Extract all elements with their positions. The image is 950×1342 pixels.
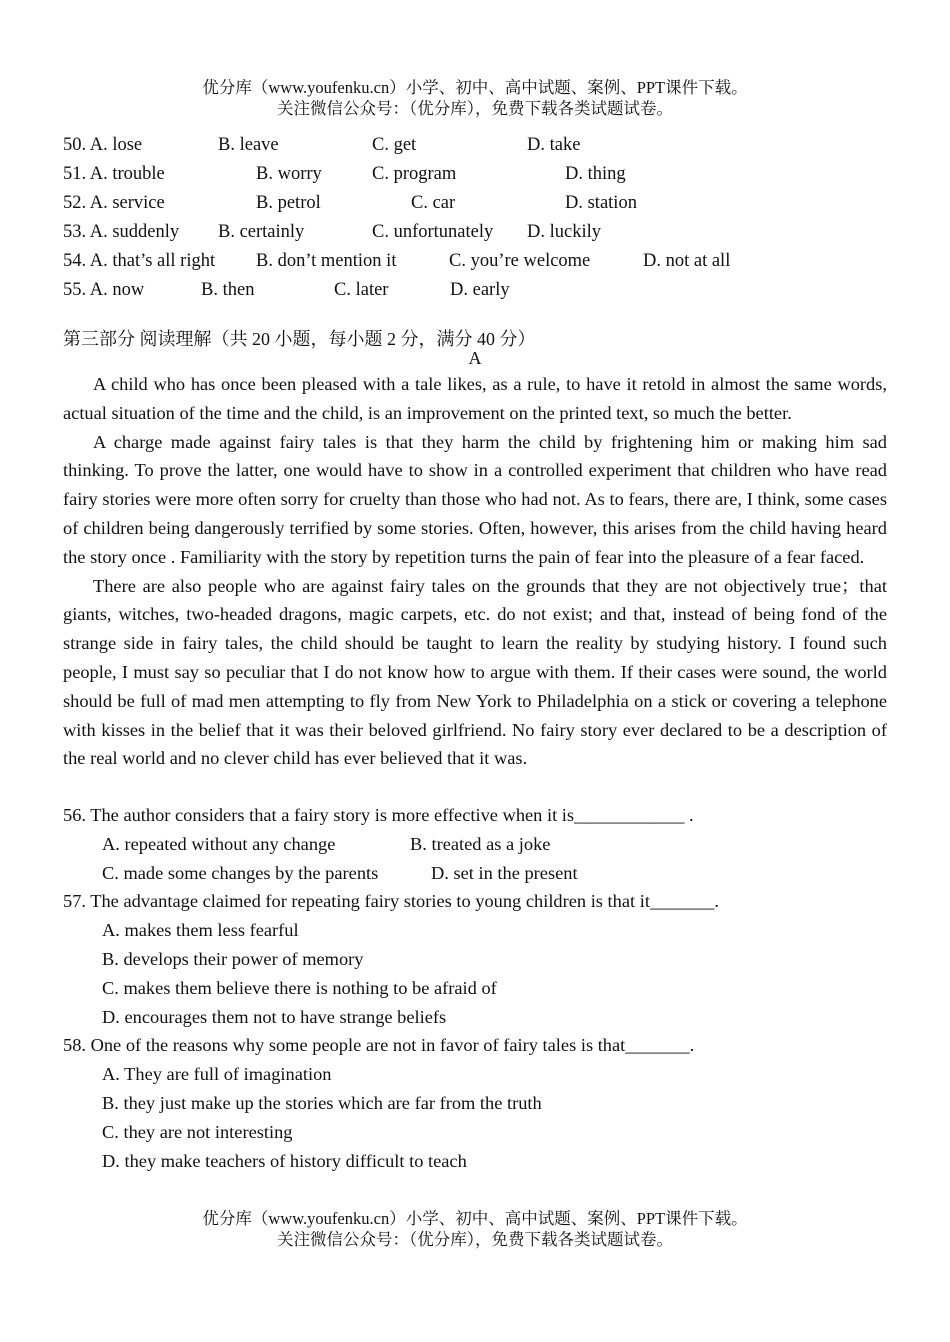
passage-paragraph: A charge made against fairy tales is that they harm the child by frightening him or making him sad thinking. To prove the latter, one would have to show in a controlled experiment that children who have read fairy stories were more often sorry for cruelty than those who had not. As to fears, there are, I think, some cases of children being dangerously terrified by some stories. Often, however, this arises from the child having heard the story once . Familiarity with the story by repetition turns the pain of fear into the pleasure of a fear faced. xyxy=(63,431,887,567)
question-58 xyxy=(63,1031,893,1175)
option-c: C. later xyxy=(334,280,389,300)
question-list xyxy=(63,801,893,1175)
cloze-options xyxy=(63,135,893,309)
option-d: D. they make teachers of history difficult to teach xyxy=(102,1150,467,1171)
option-row-55 xyxy=(63,280,893,309)
header-line-2: 关注微信公众号：（优分库），免费下载各类试题试卷。 xyxy=(277,99,673,118)
option-d: D. station xyxy=(565,193,637,213)
option-c: C. unfortunately xyxy=(372,222,494,242)
option-c: C. makes them believe there is nothing to be afraid of xyxy=(102,977,497,998)
option-d: D. luckily xyxy=(527,222,601,242)
page-header xyxy=(0,77,950,119)
option-c: C. car xyxy=(411,193,456,213)
option-row-51 xyxy=(63,164,893,193)
page-footer xyxy=(0,1208,950,1250)
option-row-54 xyxy=(63,251,893,280)
option-b: B. develops their power of memory xyxy=(102,948,364,969)
option-b: B. they just make up the stories which are far from the truth xyxy=(102,1092,542,1113)
reading-passage xyxy=(63,370,887,773)
option-a: 54. A. that’s all right xyxy=(63,251,216,271)
option-a: 53. A. suddenly xyxy=(63,222,180,242)
option-d: D. take xyxy=(527,135,581,155)
section-title: 第三部分 阅读理解（共 20 小题，每小题 2 分，满分 40 分） xyxy=(63,329,536,349)
option-row xyxy=(63,830,893,859)
option-b: B. leave xyxy=(218,135,279,155)
option-c: C. get xyxy=(372,135,417,155)
option-row-52 xyxy=(63,193,893,222)
option-row xyxy=(63,859,893,888)
header-line-1: 优分库（www.youfenku.cn）小学、初中、高中试题、案例、PPT课件下载。 xyxy=(202,78,748,97)
option-a: 52. A. service xyxy=(63,193,165,213)
question-stem: 56. The author considers that a fairy story is more effective when it is____________ . xyxy=(63,805,694,825)
option-c: C. program xyxy=(372,164,457,184)
option-a: A. They are full of imagination xyxy=(102,1064,332,1085)
passage-paragraph: A child who has once been pleased with a tale likes, as a rule, to have it retold in almost the same words, actual situation of the time and the child, is an improvement on the printed text, so much the better. xyxy=(63,374,887,423)
option-b: B. certainly xyxy=(218,222,305,242)
option-b: B. don’t mention it xyxy=(256,251,397,271)
question-stem: 57. The advantage claimed for repeating fairy stories to young children is that it_______. xyxy=(63,891,719,912)
option-d: D. encourages them not to have strange beliefs xyxy=(102,1006,447,1027)
option-row-53 xyxy=(63,222,893,251)
passage-label: A xyxy=(468,348,482,368)
passage-paragraph: There are also people who are against fairy tales on the grounds that they are not objectively true；that giants, witches, two-headed dragons, magic carpets, etc. do not exist; and that, instead of being fond of the strange side in fairy tales, the child should be taught to learn the reality by studying history. I found such people, I must say so peculiar that I do not know how to argue with them. If their cases were sound, the world should be full of mad men attempting to fly from New York to Philadelphia on a stick or covering a telephone with kisses in the belief that it was their beloved girlfriend. No fairy story ever declared to be a description of the real world and no clever child has ever believed that it was. xyxy=(63,575,887,769)
option-c: C. they are not interesting xyxy=(102,1121,293,1142)
option-d: D. early xyxy=(450,280,510,300)
option-b: B. treated as a joke xyxy=(410,833,551,854)
option-a: 50. A. lose xyxy=(63,135,143,155)
footer-line-2: 关注微信公众号：（优分库），免费下载各类试题试卷。 xyxy=(277,1230,673,1249)
question-57 xyxy=(63,887,893,1031)
footer-line-1: 优分库（www.youfenku.cn）小学、初中、高中试题、案例、PPT课件下载。 xyxy=(202,1209,748,1228)
option-a: A. makes them less fearful xyxy=(102,920,299,941)
option-d: D. thing xyxy=(565,164,626,184)
option-row-50 xyxy=(63,135,893,164)
option-a: 55. A. now xyxy=(63,280,145,300)
question-56 xyxy=(63,801,893,887)
option-b: B. worry xyxy=(256,164,322,184)
option-b: B. then xyxy=(201,280,255,300)
question-stem: 58. One of the reasons why some people are not in favor of fairy tales is that_______. xyxy=(63,1035,695,1056)
option-a: 51. A. trouble xyxy=(63,164,165,184)
option-d: D. set in the present xyxy=(431,862,578,883)
option-b: B. petrol xyxy=(256,193,321,213)
option-c: C. made some changes by the parents xyxy=(102,862,379,883)
option-d: D. not at all xyxy=(643,251,731,271)
option-c: C. you’re welcome xyxy=(449,251,591,271)
option-a: A. repeated without any change xyxy=(102,833,336,854)
